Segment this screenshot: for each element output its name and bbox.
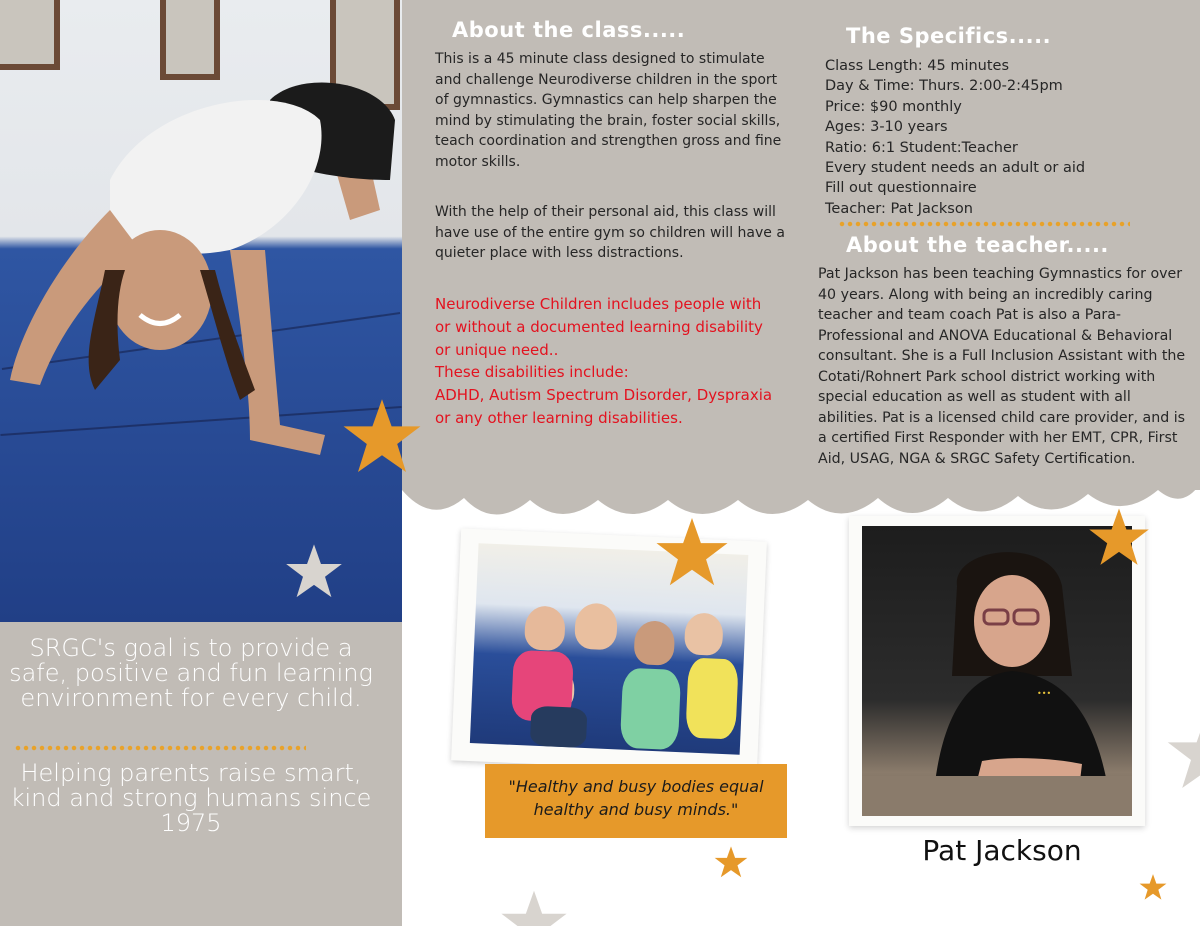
star-icon xyxy=(714,845,748,879)
spec-class-length: Class Length: 45 minutes xyxy=(825,58,1010,74)
star-icon xyxy=(1139,873,1167,901)
star-icon xyxy=(1166,712,1200,792)
spec-ages: Ages: 3-10 years xyxy=(825,119,948,136)
spec-adult-aid: Every student needs an adult or aid xyxy=(825,160,1086,177)
teacher-caption: Pat Jackson xyxy=(922,834,1082,867)
star-icon xyxy=(655,515,729,589)
specifics-heading: The Specifics..... xyxy=(846,24,1052,48)
helping-text: Helping parents raise smart, kind and strong humans since 1975 xyxy=(10,759,372,837)
disabilities-list: ADHD, Autism Spectrum Disorder, Dyspraxia or any other learning disabilities. xyxy=(435,386,773,427)
teacher-figure xyxy=(862,526,1132,816)
quote-box: "Healthy and busy bodies equal healthy and busy minds." xyxy=(485,764,787,838)
teacher-photo xyxy=(862,526,1132,816)
teacher-bio: Pat Jackson has been teaching Gymnastics for over 40 years. Along with being an incredibly caring teacher and team coach Pat is also a Para-Professional and ANOVA Educational & Behavioral consultant. She is a Full Inclusion Assistant with the Cotati/Rohnert Park school district working with special education as well as student with all abilities. Pat is a licensed child care provider, and is a certified First Responder with her EMT, CPR, First Aid, USAG, NGA & SRGC Safety Certification. xyxy=(818,266,1186,467)
specifics-list xyxy=(825,56,1185,219)
neurodiverse-definition: Neurodiverse Children includes people with or without a documented learning disability or unique need.. xyxy=(435,295,763,359)
about-class-heading: About the class..... xyxy=(452,18,686,42)
about-teacher-heading: About the teacher..... xyxy=(846,233,1109,257)
disabilities-intro: These disabilities include: xyxy=(435,363,629,381)
spec-teacher: Teacher: Pat Jackson xyxy=(825,200,973,217)
star-icon xyxy=(342,396,422,476)
spec-price: Price: $90 monthly xyxy=(825,98,962,115)
spec-ratio: Ratio: 6:1 Student:Teacher xyxy=(825,139,1018,156)
gymnast-photo xyxy=(0,0,402,622)
about-class-paragraph-2: With the help of their personal aid, this class will have use of the entire gym so children will have a quieter place with less distractions. xyxy=(435,204,785,261)
star-icon xyxy=(285,542,343,600)
about-class-paragraph-1: This is a 45 minute class designed to stimulate and challenge Neurodiverse children in the sport of gymnastics. Gymnastics can help sharpen the mind by stimulating the brain, foster social skills, teach coordination and strengthen gross and fine motor skills. xyxy=(435,51,782,170)
star-icon xyxy=(1088,506,1150,568)
star-icon xyxy=(500,888,568,926)
goal-panel-scallop xyxy=(0,856,402,896)
specifics-divider xyxy=(838,221,1130,227)
goal-divider xyxy=(14,745,306,751)
goal-text: SRGC's goal is to provide a safe, positive and fun learning environment for every child. xyxy=(9,634,373,712)
spec-day-time: Day & Time: Thurs. 2:00-2:45pm xyxy=(825,78,1063,95)
svg-text:•••: ••• xyxy=(1037,689,1052,698)
spec-questionnaire: Fill out questionnaire xyxy=(825,180,977,197)
